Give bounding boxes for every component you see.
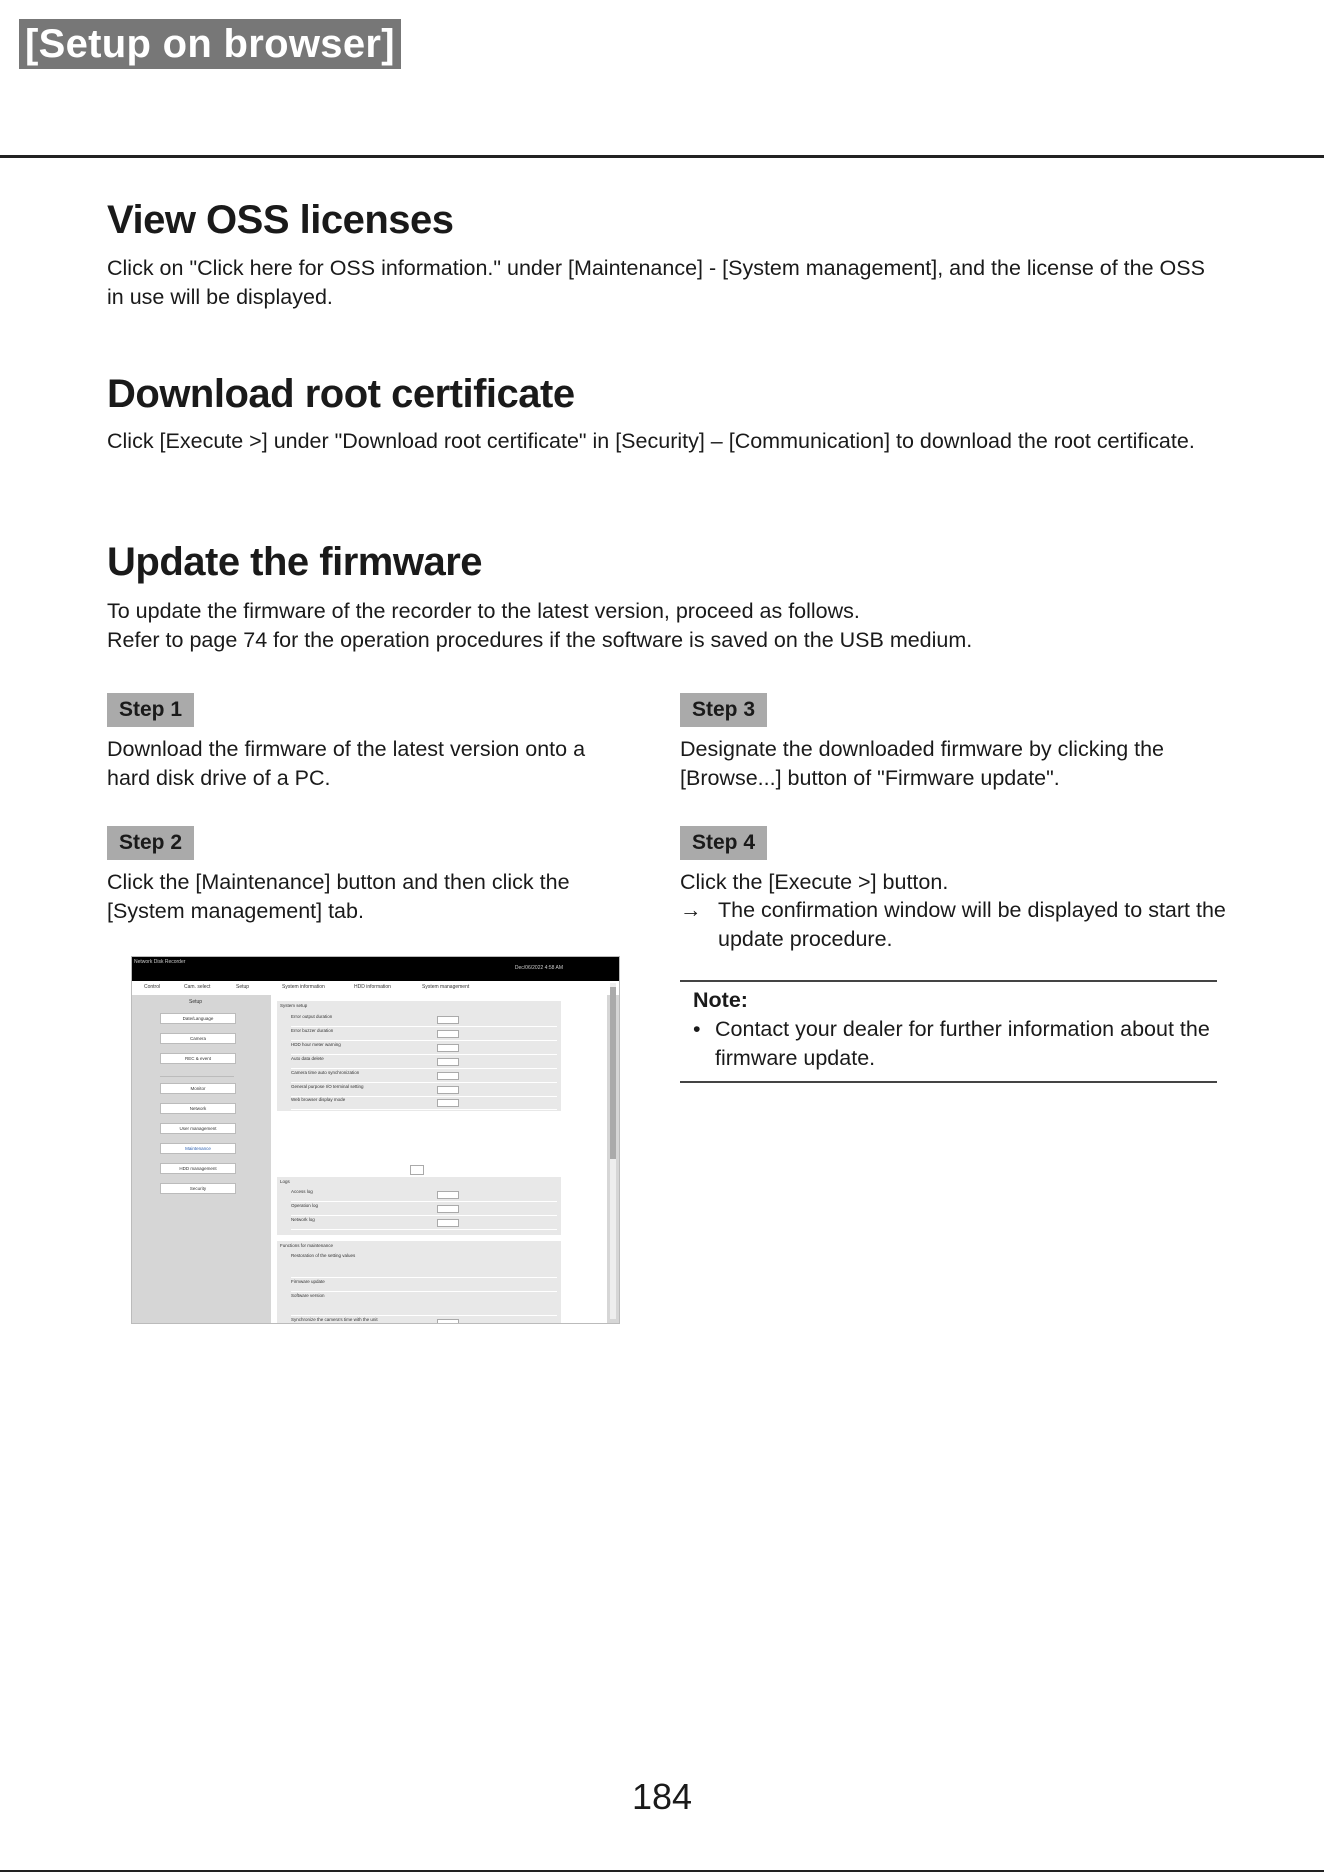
system-setup-panel: [277, 1001, 561, 1111]
cert-heading: Download root certificate: [107, 372, 575, 416]
firmware-intro-2: Refer to page 74 for the operation procedures if the software is saved on the USB medium.: [107, 628, 973, 652]
screenshot-datetime: Dec/06/2022 4:58 AM: [514, 965, 563, 971]
sidebar-button: HDD management: [160, 1163, 236, 1174]
log-row: Network log: [291, 1217, 557, 1230]
screenshot-main-panel: [271, 995, 607, 1323]
screenshot-titlebar: [132, 957, 619, 981]
cert-text: Click [Execute >] under "Download root certificate" in [Security] – [Communication] to download the root certificate.: [107, 429, 1195, 453]
step-1-text: Download the firmware of the latest version onto a hard disk drive of a PC.: [107, 737, 586, 790]
sidebar-button: Security: [160, 1183, 236, 1194]
system-management-screenshot: [131, 956, 620, 1324]
step-3-badge: Step 3: [680, 693, 767, 727]
settings-row: Auto data delete: [291, 1056, 557, 1069]
note-box: [680, 980, 1217, 1083]
sidebar-button: Date/Language: [160, 1013, 236, 1024]
sidebar-button: Camera: [160, 1033, 236, 1044]
tab-system-information: System information: [282, 984, 325, 990]
right-arrow-icon: →: [680, 898, 702, 922]
log-row: Operation log: [291, 1203, 557, 1216]
maintenance-row: Firmware update: [291, 1279, 557, 1292]
step-4-text: Click the [Execute >] button.: [680, 870, 949, 894]
step-1-badge: Step 1: [107, 693, 194, 727]
sidebar-divider: [160, 1076, 234, 1077]
sidebar-button: Network: [160, 1103, 236, 1114]
settings-row: Web browser display mode: [291, 1097, 557, 1110]
screenshot-title: Network Disk Recorder: [134, 959, 186, 965]
screenshot-scrollbar: [610, 983, 616, 1319]
tab-control: Control: [144, 984, 161, 990]
log-row: Access log: [291, 1189, 557, 1202]
oss-text: Click on "Click here for OSS information." under [Maintenance] - [System management], and the license of the OSS in use will be displayed.: [107, 256, 1205, 309]
screenshot-sidebar: [132, 995, 263, 1323]
system-setup-title: System setup: [280, 1003, 308, 1008]
settings-row: HDD hour meter warning: [291, 1042, 557, 1055]
firmware-heading: Update the firmware: [107, 540, 483, 584]
step-3-text: Designate the downloaded firmware by clicking the [Browse...] button of "Firmware update".: [680, 737, 1165, 790]
tab-system-management: System management: [422, 984, 470, 990]
tab-setup: Setup: [236, 984, 250, 990]
sidebar-button-active: Maintenance: [160, 1143, 236, 1154]
logs-title: Logs: [280, 1179, 290, 1184]
settings-row: Error buzzer duration: [291, 1028, 557, 1041]
oss-heading: View OSS licenses: [107, 198, 454, 242]
tab-hdd-information: HDD information: [354, 984, 391, 990]
maintenance-row: Restoration of the setting values: [291, 1253, 557, 1278]
settings-row: General purpose I/O terminal setting: [291, 1084, 557, 1097]
maintenance-panel: [277, 1241, 561, 1324]
firmware-intro-1: To update the firmware of the recorder to the latest version, proceed as follows.: [107, 599, 860, 623]
step-4-badge: Step 4: [680, 826, 767, 860]
step-4-result-text: The confirmation window will be displayed to start the update procedure.: [718, 898, 1226, 951]
step-2-text: Click the [Maintenance] button and then click the [System management] tab.: [107, 870, 570, 923]
settings-row: Camera time auto synchronization: [291, 1070, 557, 1083]
sidebar-button: REC & event: [160, 1053, 236, 1064]
logs-panel: [277, 1177, 561, 1235]
section-header-label: [Setup on browser]: [19, 19, 401, 69]
note-title: Note:: [693, 988, 748, 1012]
maintenance-row: Synchronize the camera's time with the unit: [291, 1317, 557, 1324]
sidebar-button: Monitor: [160, 1083, 236, 1094]
page-number: 184: [631, 1776, 693, 1817]
set-button: [410, 1165, 424, 1175]
sidebar-button: User management: [160, 1123, 236, 1134]
settings-row: Error output duration: [291, 1014, 557, 1027]
sidebar-title: Setup: [189, 999, 203, 1005]
bullet-icon: •: [693, 1017, 701, 1041]
note-text: Contact your dealer for further information about the firmware update.: [715, 1017, 1210, 1070]
header-rule: [0, 155, 1324, 158]
scrollbar-thumb: [610, 987, 616, 1159]
note-bullet-item: [680, 1015, 1217, 1073]
maintenance-row: Software version: [291, 1293, 557, 1316]
screenshot-tabbar: [132, 981, 619, 995]
step-2-badge: Step 2: [107, 826, 194, 860]
maintenance-title: Functions for maintenance: [280, 1243, 334, 1248]
tab-cam-select: Cam. select: [184, 984, 211, 990]
